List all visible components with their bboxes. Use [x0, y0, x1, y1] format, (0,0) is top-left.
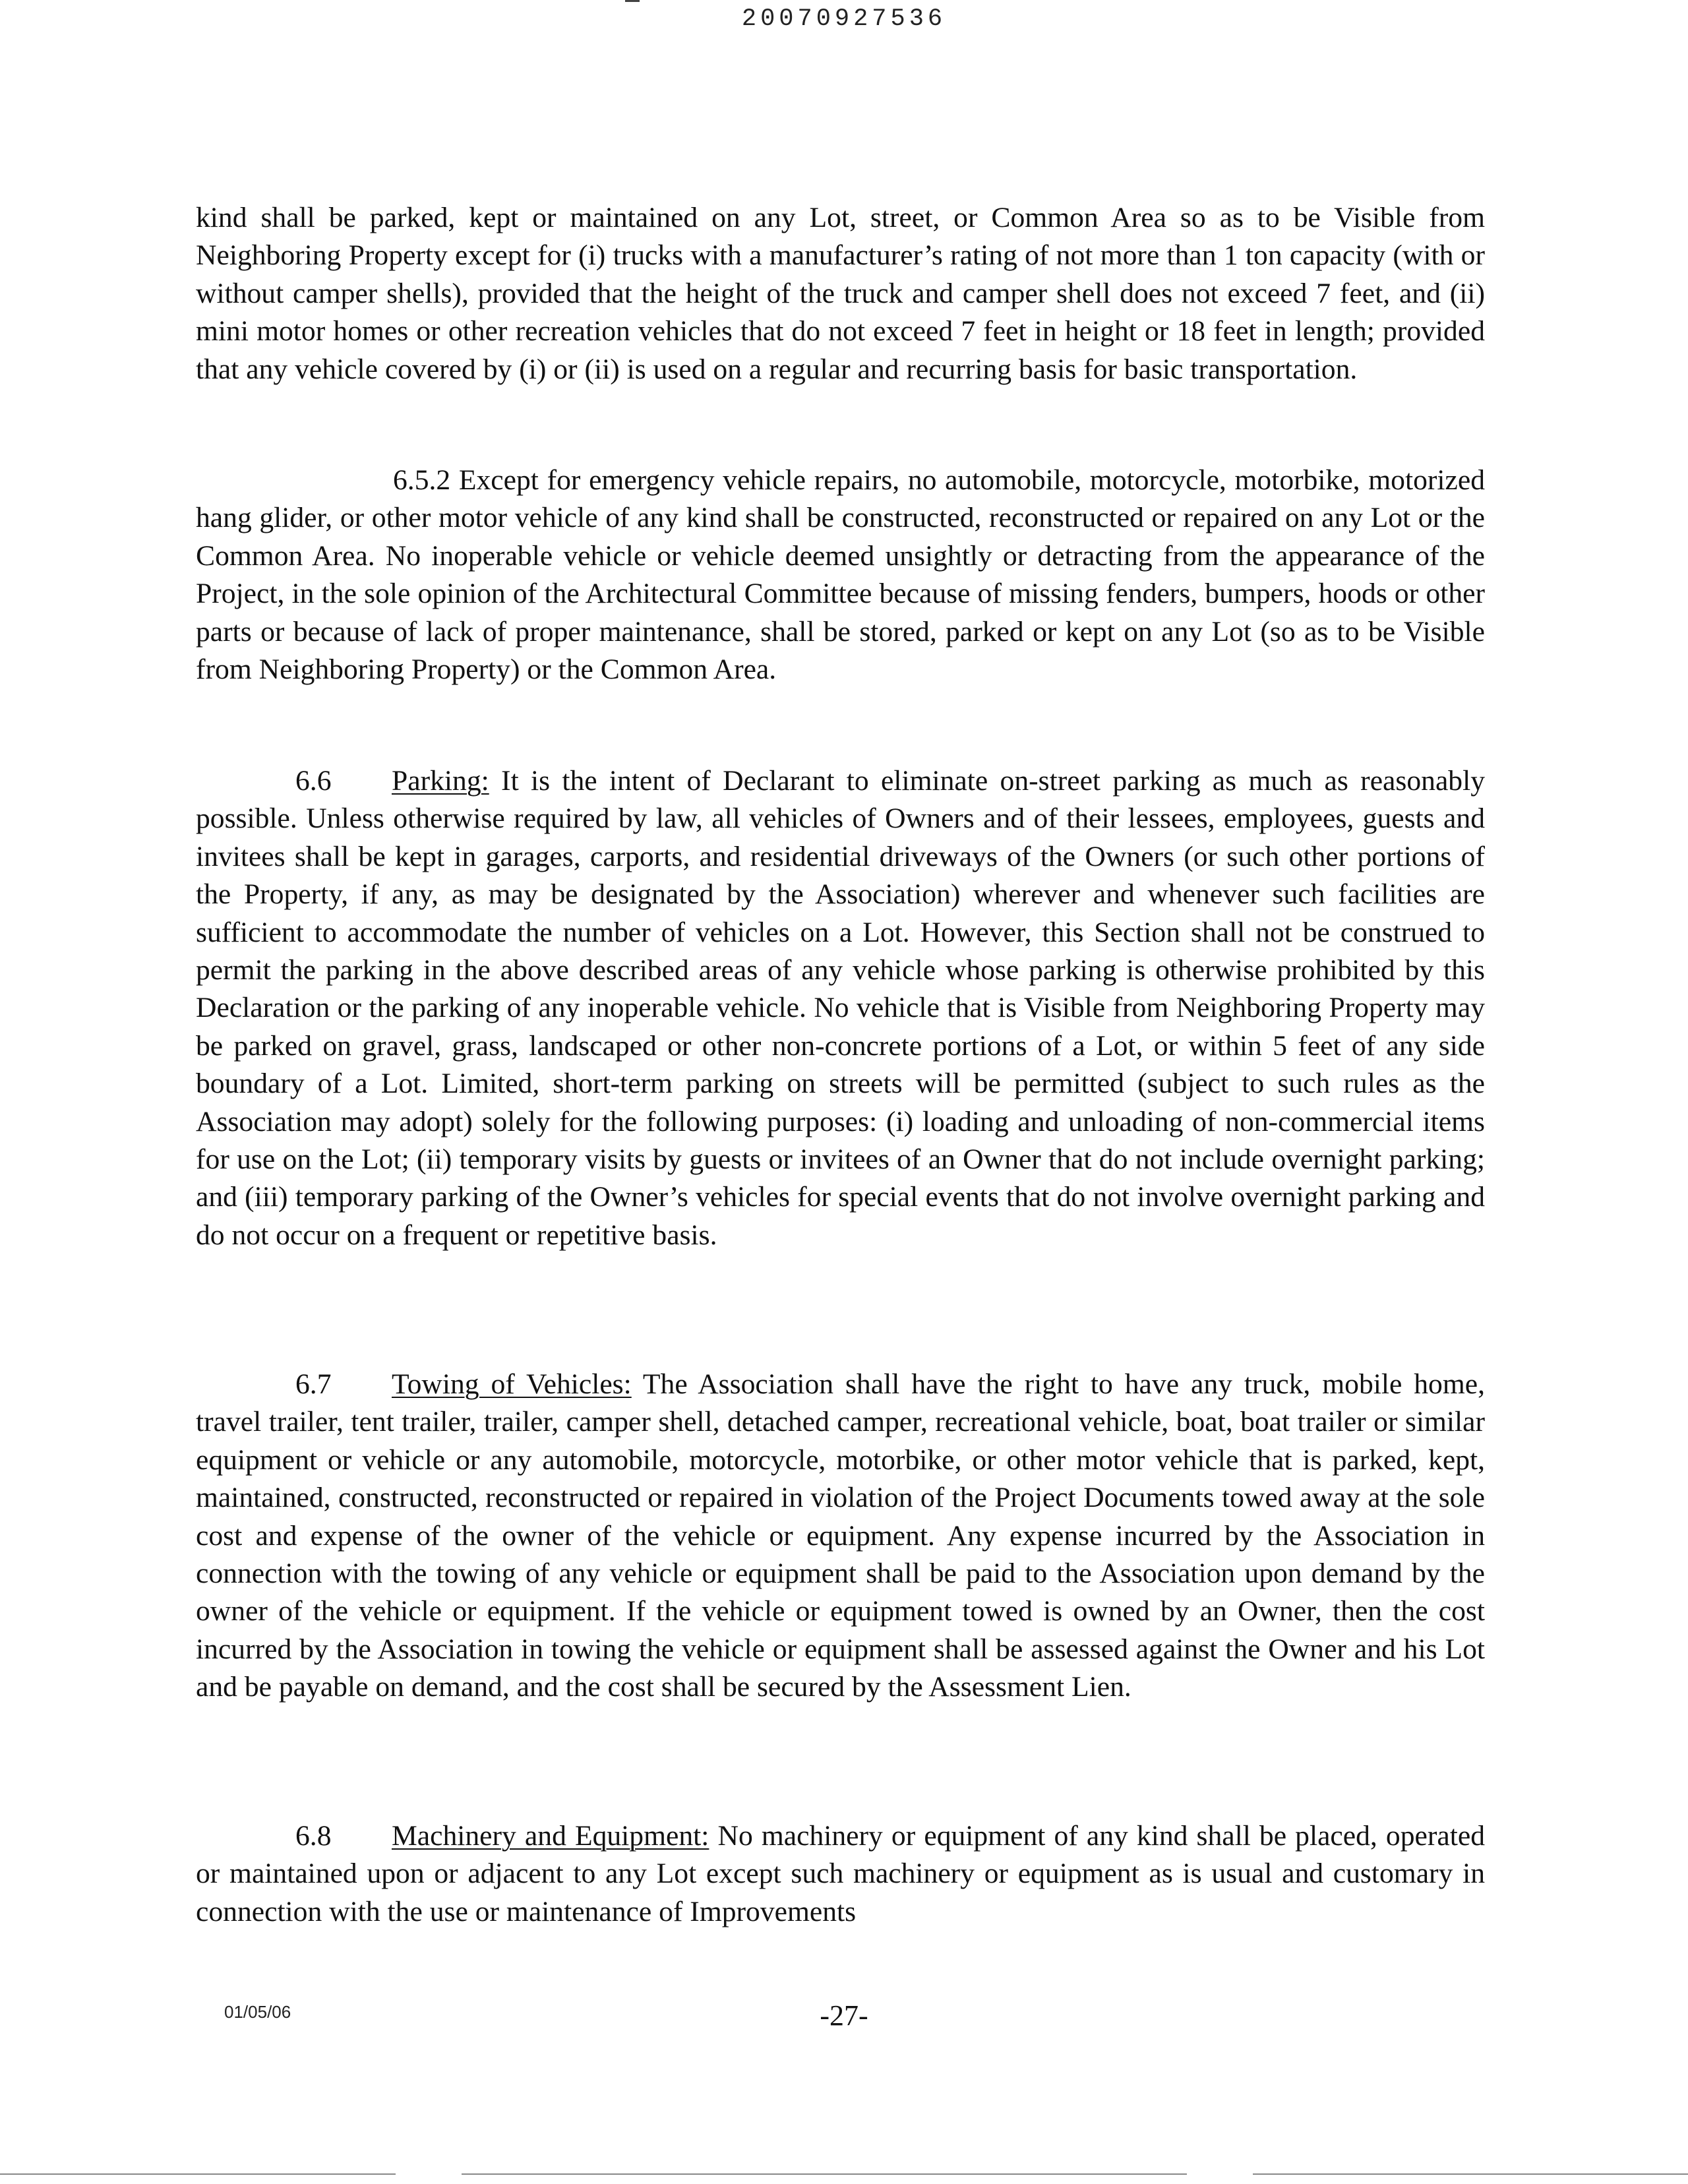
- paragraph-continuation: [196, 199, 1485, 388]
- section-6-7-towing: [196, 1366, 1485, 1707]
- section-heading: Machinery and Equipment:: [392, 1820, 709, 1852]
- page-number: -27-: [820, 1999, 868, 2032]
- section-number: 6.7: [295, 1368, 332, 1400]
- section-heading: Towing of Vehicles:: [392, 1368, 632, 1400]
- paragraph-6-5-2: [196, 462, 1485, 688]
- document-number: 20070927536: [741, 5, 947, 33]
- paragraph-text: The Association shall have the right to have any truck, mobile home, travel trailer, tent trailer, trailer, camper shell, detached camper, recreational vehicle, boat, boat trailer or similar equipment or vehicle or any automobile, motorcycle, motorbike, or other motor vehicle that is parked, kept, maintained, constructed, reconstructed or repaired in violation of the Project Documents towed away at the sole cost and expense of the owner of the vehicle or equipment. Any expense incurred by the Association in connection with the towing of any vehicle or equipment shall be paid to the Association upon demand by the owner of the vehicle or equipment. If the vehicle or equipment towed is owned by an Owner, then the cost incurred by the Association in towing the vehicle or equipment shall be assessed against the Owner and his Lot and be payable on demand, and the cost shall be secured by the Assessment Lien.: [196, 1368, 1485, 1703]
- top-scan-mark: [625, 0, 640, 2]
- section-number: 6.6: [295, 765, 332, 797]
- paragraph-text: kind shall be parked, kept or maintained on any Lot, street, or Common Area so as to be Visible from Neighboring Property except for (i) trucks with a manufacturer’s rating of not more than 1 ton capacity (with or without camper shells), provided that the height of the truck and camper shell does not exceed 7 feet, and (ii) mini motor homes or other recreation vehicles that do not exceed 7 feet in height or 18 feet in length; provided that any vehicle covered by (i) or (ii) is used on a regular and recurring basis for basic transportation.: [196, 202, 1485, 385]
- paragraph-text: No machinery or equipment of any kind shall be placed, operated or maintained upon or adjacent to any Lot except such machinery or equipment as is usual and customary in connection with the use or maintenance of Improvements: [196, 1820, 1485, 1927]
- section-6-8-machinery: [196, 1817, 1485, 1931]
- section-heading: Parking:: [392, 765, 489, 797]
- paragraph-text: It is the intent of Declarant to eliminate on-street parking as much as reasonably possible. Unless otherwise required by law, all vehicles of Owners and of their lessees, employees, guests and invitees shall be kept in garages, carports, and residential driveways of the Owners (or such other portions of the Property, if any, as may be designated by the Association) wherever and whenever such facilities are sufficient to accommodate the number of vehicles on a Lot. However, this Section shall not be construed to permit the parking in the above described areas of any vehicle whose parking is otherwise prohibited by this Declaration or the parking of any inoperable vehicle. No vehicle that is Visible from Neighboring Property may be parked on gravel, grass, landscaped or other non-concrete portions of a Lot, or within 5 feet of any side boundary of a Lot. Limited, short-term parking on streets will be permitted (subject to such rules as the Association may adopt) solely for the following purposes: (i) loading and unloading of non-commercial items for use on the Lot; (ii) temporary visits by guests or invitees of an Owner that do not include overnight parking; and (iii) temporary parking of the Owner’s vehicles for special events that do not involve overnight parking and do not occur on a frequent or repetitive basis.: [196, 765, 1486, 1251]
- scan-edge-line: [1253, 2173, 1688, 2175]
- section-6-6-parking: [196, 762, 1485, 1254]
- scan-edge-line: [462, 2173, 1187, 2175]
- paragraph-text: 6.5.2 Except for emergency vehicle repairs, no automobile, motorcycle, motorbike, motorized hang glider, or other motor vehicle of any kind shall be constructed, reconstructed or repaired on any Lot or the Common Area. No inoperable vehicle or vehicle deemed unsightly or detracting from the appearance of the Project, in the sole opinion of the Architectural Committee because of missing fenders, bumpers, hoods or other parts or because of lack of proper maintenance, shall be stored, parked or kept on any Lot (so as to be Visible from Neighboring Property) or the Common Area.: [196, 464, 1485, 686]
- footer-date: 01/05/06: [224, 2002, 291, 2022]
- scan-edge-line: [0, 2173, 396, 2175]
- section-number: 6.8: [295, 1820, 332, 1852]
